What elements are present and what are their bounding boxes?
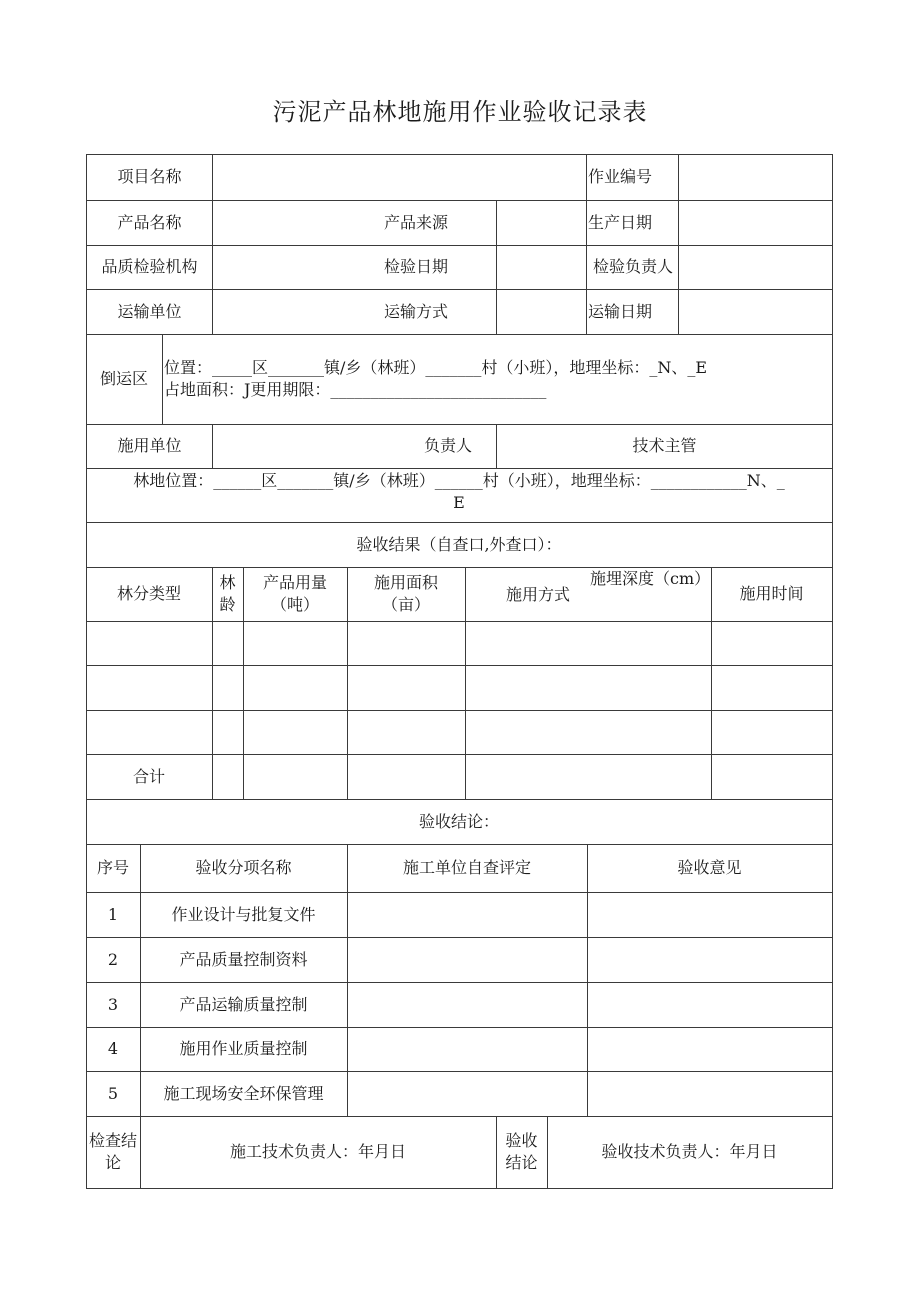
- col-product-amount: [243, 567, 347, 621]
- field-production-date[interactable]: [679, 200, 832, 245]
- field-inspection-date[interactable]: [497, 245, 586, 289]
- row-opinion[interactable]: [587, 1027, 832, 1071]
- col-self-assessment: 施工单位自查评定: [402, 858, 531, 877]
- results-row[interactable]: [86, 710, 832, 754]
- col-forest-type: 林分类型: [116, 584, 181, 603]
- row-self-assessment[interactable]: [347, 1027, 587, 1071]
- field-transport-date[interactable]: [679, 289, 832, 334]
- row-no: 2: [107, 949, 119, 969]
- row-opinion[interactable]: [587, 892, 832, 937]
- col-application-method: 施用方式: [505, 585, 570, 604]
- label-tech-supervisor: 技术主管: [632, 436, 697, 455]
- construction-signature[interactable]: 施工技术负责人：年月日: [229, 1142, 406, 1161]
- border-right: [832, 154, 833, 1189]
- col-item-name: 验收分项名称: [195, 858, 292, 877]
- row-self-assessment[interactable]: [347, 1071, 587, 1116]
- col-forest-age: [212, 567, 243, 621]
- row-item-name: 施工现场安全环保管理: [163, 1083, 324, 1103]
- label-total: 合计: [132, 766, 165, 786]
- col-product-amount-text: 产品用量（吨）: [262, 573, 327, 614]
- row-opinion[interactable]: [587, 937, 832, 982]
- label-qc-agency: 品质检验机构: [101, 257, 198, 276]
- label-acceptance-conclusion-text: 验收结论: [505, 1131, 538, 1172]
- field-work-no[interactable]: [679, 154, 832, 200]
- label-transport-date: 运输日期: [588, 301, 653, 321]
- col-forest-age-text: 林龄: [219, 573, 236, 614]
- label-check-conclusion: [86, 1116, 140, 1188]
- label-inspection-lead: 检验负责人: [592, 257, 673, 276]
- field-transport-method[interactable]: [497, 289, 586, 334]
- row-no: 3: [107, 994, 119, 1014]
- label-work-no: 作业编号: [588, 167, 653, 186]
- col-application-area-text: 施用面积（亩）: [373, 573, 438, 614]
- col-seq-no: 序号: [96, 858, 129, 877]
- forest-location-line: 林地位置：______区_______镇/乡（林班）______村（小班），地理坐标：____________N、_: [133, 471, 785, 490]
- row-item-name: 产品运输质量控制: [179, 994, 308, 1014]
- row-line: [86, 468, 833, 469]
- label-product-source: 产品来源: [383, 212, 448, 232]
- label-production-date: 生产日期: [588, 212, 653, 232]
- forest-location-line-2: E: [453, 493, 465, 512]
- row-opinion[interactable]: [587, 1071, 832, 1116]
- field-inspection-lead[interactable]: [679, 245, 832, 289]
- results-heading: 验收结果（自查口,外查口）：: [356, 534, 562, 554]
- row-self-assessment[interactable]: [347, 937, 587, 982]
- label-responsible: 负责人: [423, 436, 472, 455]
- acceptance-signature[interactable]: 验收技术负责人：年月日: [601, 1142, 778, 1161]
- col-application-time: 施用时间: [739, 584, 804, 603]
- field-project-name[interactable]: [213, 154, 586, 200]
- label-application-unit: 施用单位: [117, 436, 182, 455]
- border-bottom: [86, 1188, 833, 1189]
- col-application-area: [347, 567, 465, 621]
- row-no: 1: [107, 904, 119, 924]
- label-acceptance-conclusion: [496, 1116, 547, 1188]
- transfer-area-line: 占地面积：J更用期限：___________________________: [164, 380, 547, 399]
- row-line: [86, 334, 833, 335]
- row-self-assessment[interactable]: [347, 982, 587, 1027]
- field-product-source[interactable]: [497, 200, 586, 245]
- label-transfer-zone: 倒运区: [99, 369, 148, 388]
- results-row[interactable]: [86, 621, 832, 665]
- row-opinion[interactable]: [587, 982, 832, 1027]
- col-line: [162, 334, 163, 424]
- transfer-zone-details[interactable]: [164, 357, 830, 401]
- col-acceptance-opinion: 验收意见: [677, 858, 742, 877]
- conclusion-heading: 验收结论：: [418, 811, 499, 831]
- row-item-name: 产品质量控制资料: [179, 949, 308, 969]
- transfer-location-line: 位置：_____区_______镇/乡（林班）_______村（小班），地理坐标：_N、_E: [164, 358, 708, 377]
- row-self-assessment[interactable]: [347, 892, 587, 937]
- label-inspection-date: 检验日期: [383, 257, 448, 276]
- label-check-conclusion-text: 检查结论: [88, 1131, 137, 1172]
- col-line: [586, 154, 587, 334]
- results-row[interactable]: [86, 665, 832, 710]
- row-item-name: 施用作业质量控制: [179, 1039, 308, 1058]
- row-item-name: 作业设计与批复文件: [171, 904, 316, 924]
- forest-location[interactable]: [88, 470, 830, 514]
- label-project-name: 项目名称: [117, 167, 182, 186]
- row-no: 5: [107, 1083, 119, 1103]
- label-transport-unit: 运输单位: [117, 301, 182, 321]
- row-no: 4: [107, 1039, 119, 1058]
- form-title: 污泥产品林地施用作业验收记录表: [272, 98, 648, 126]
- label-product-name: 产品名称: [117, 212, 182, 232]
- col-burial-depth: 施埋深度（cm）: [590, 569, 711, 588]
- label-transport-method: 运输方式: [383, 301, 448, 321]
